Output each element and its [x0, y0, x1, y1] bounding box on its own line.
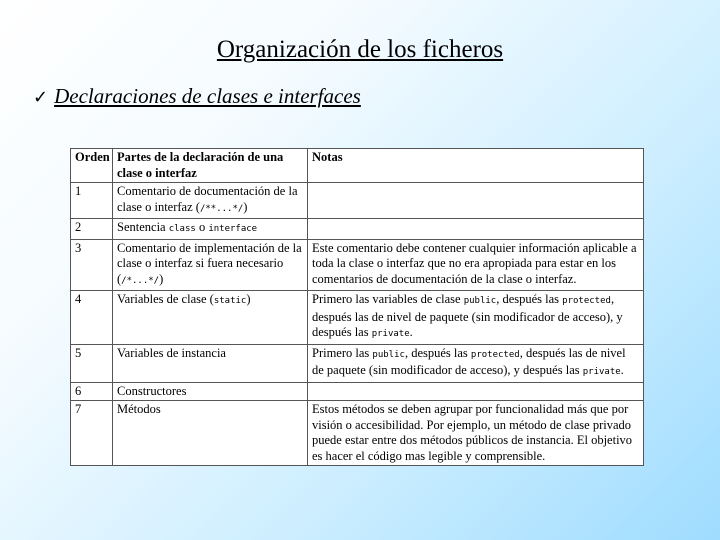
row-part: Variables de instancia — [113, 344, 308, 382]
row-notes: Estos métodos se deben agrupar por funcionalidad más que por visión o accesibilidad. Por ejemplo, un método de clase privado puede estar entre dos métodos públicos de instancia. El objetivo es hacer el código mas legible y comprensible. — [308, 401, 644, 466]
row-notes: Primero las public, después las protected, después las de nivel de paquete (sin modificador de acceso), y después las private. — [308, 344, 644, 382]
table-row — [71, 344, 644, 382]
row-part: Métodos — [113, 401, 308, 466]
table-row — [71, 219, 644, 240]
subtitle-text: Declaraciones de clases e interfaces — [54, 84, 361, 108]
declaration-order-table — [70, 148, 644, 466]
table-row — [71, 401, 644, 466]
row-notes — [308, 382, 644, 401]
row-order: 5 — [71, 344, 113, 382]
row-part: Sentencia class o interface — [113, 219, 308, 240]
row-notes — [308, 183, 644, 219]
row-order: 4 — [71, 291, 113, 345]
table-row — [71, 183, 644, 219]
section-subtitle — [33, 84, 361, 109]
row-part: Comentario de implementación de la clase o interfaz si fuera necesario (/*...*/) — [113, 239, 308, 291]
table-header-row — [71, 149, 644, 183]
row-order: 6 — [71, 382, 113, 401]
row-notes: Primero las variables de clase public, después las protected, después las de nivel de paquete (sin modificador de acceso), y después las private. — [308, 291, 644, 345]
row-part: Constructores — [113, 382, 308, 401]
row-notes — [308, 219, 644, 240]
table-row — [71, 382, 644, 401]
checkmark-icon: ✓ — [33, 87, 49, 108]
row-part: Comentario de documentación de la clase o interfaz (/**...*/) — [113, 183, 308, 219]
row-order: 1 — [71, 183, 113, 219]
table-row — [71, 291, 644, 345]
header-notas: Notas — [308, 149, 644, 183]
table-row — [71, 239, 644, 291]
header-orden: Orden — [71, 149, 113, 183]
row-order: 7 — [71, 401, 113, 466]
page-title: Organización de los ficheros — [216, 36, 504, 63]
row-part: Variables de clase (static) — [113, 291, 308, 345]
header-partes: Partes de la declaración de una clase o interfaz — [113, 149, 308, 183]
row-order: 2 — [71, 219, 113, 240]
row-notes: Este comentario debe contener cualquier información aplicable a toda la clase o interfaz que no era apropiada para estar en los comentarios de documentación de la clase o interfaz. — [308, 239, 644, 291]
row-order: 3 — [71, 239, 113, 291]
